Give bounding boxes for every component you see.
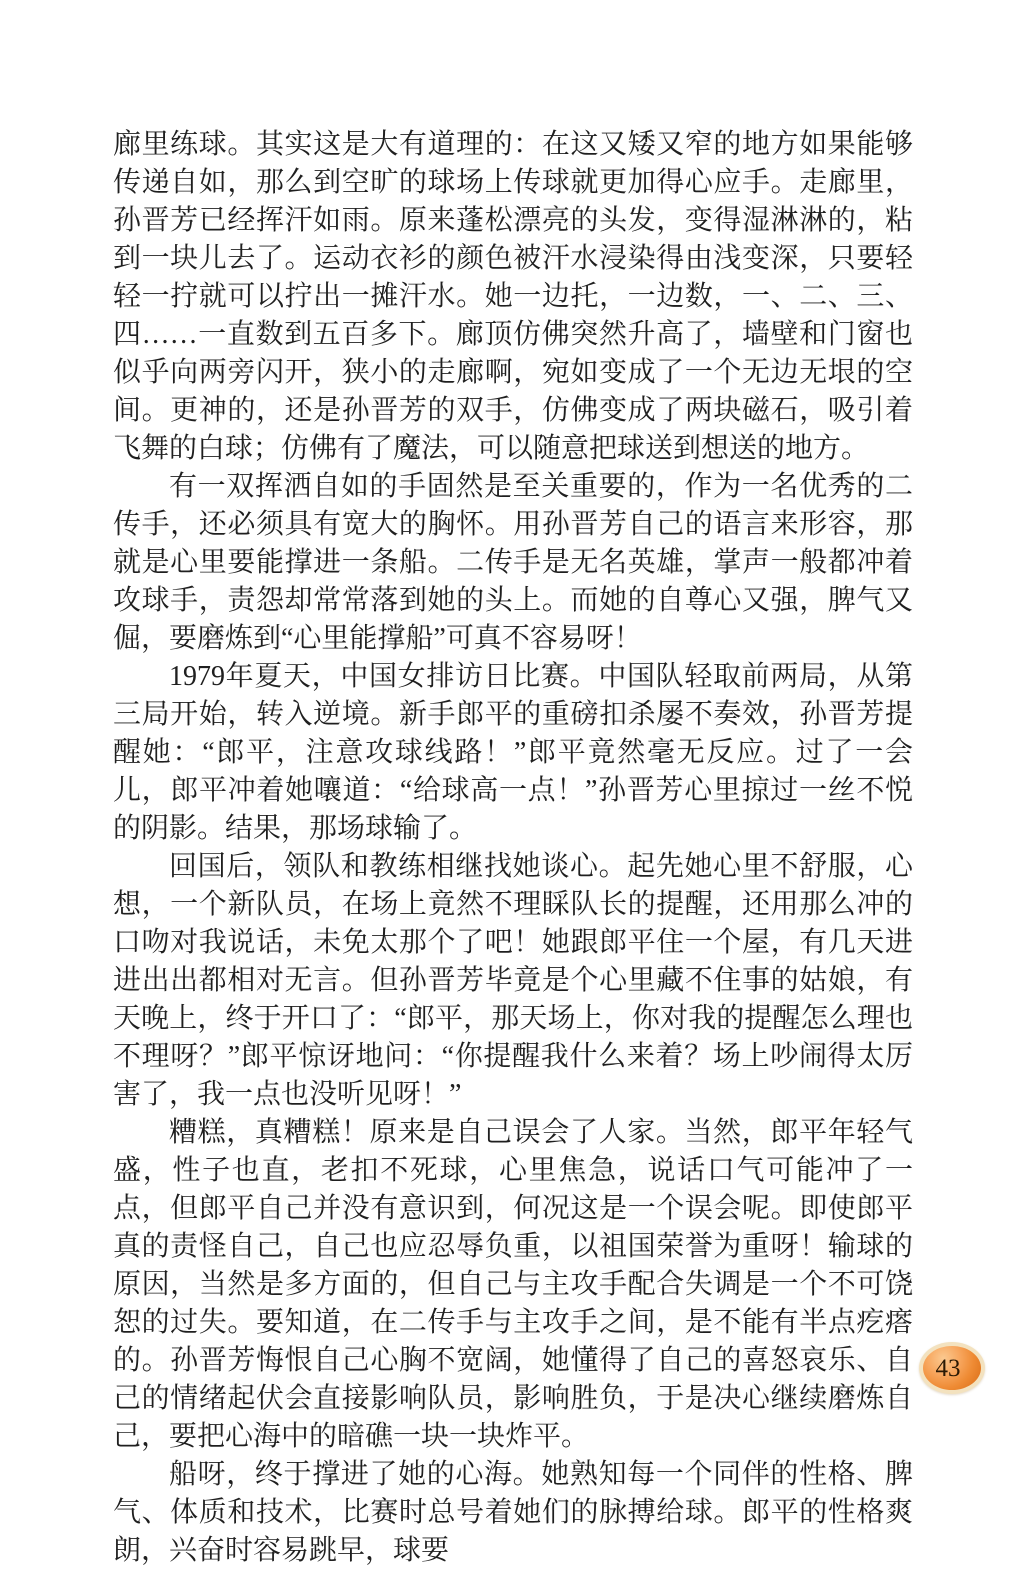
body-text [113, 126, 913, 1570]
paragraph-6: 船呀，终于撑进了她的心海。她熟知每一个同伴的性格、脾气、体质和技术，比赛时总号着她们的脉搏给球。郎平的性格爽朗，兴奋时容易跳早，球要 [113, 1459, 913, 1566]
page-number-badge-inner [923, 1346, 981, 1390]
page-number-badge [919, 1342, 985, 1394]
paragraph-5: 糟糕，真糟糕！原来是自己误会了人家。当然，郎平年轻气盛，性子也直，老扣不死球，心里焦急，说话口气可能冲了一点，但郎平自己并没有意识到，何况这是一个误会呢。即使郎平真的责怪自己，自己也应忍辱负重，以祖国荣誉为重呀！输球的原因，当然是多方面的，但自己与主攻手配合失调是一个不可饶恕的过失。要知道，在二传手与主攻手之间，是不能有半点疙瘩的。孙晋芳悔恨自己心胸不宽阔，她懂得了自己的喜怒哀乐、自己的情绪起伏会直接影响队员，影响胜负，于是决心继续磨炼自己，要把心海中的暗礁一块一块炸平。 [113, 1117, 913, 1452]
paragraph-1: 廊里练球。其实这是大有道理的：在这又矮又窄的地方如果能够传递自如，那么到空旷的球场上传球就更加得心应手。走廊里，孙晋芳已经挥汗如雨。原来蓬松漂亮的头发，变得湿淋淋的，粘到一块儿去了。运动衣衫的颜色被汗水浸染得由浅变深，只要轻轻一拧就可以拧出一摊汗水。她一边托，一边数，一、二、三、四……一直数到五百多下。廊顶仿佛突然升高了，墙壁和门窗也似乎向两旁闪开，狭小的走廊啊，宛如变成了一个无边无垠的空间。更神的，还是孙晋芳的双手，仿佛变成了两块磁石，吸引着飞舞的白球；仿佛有了魔法，可以随意把球送到想送的地方。 [113, 129, 913, 464]
page-number: 43 [935, 1354, 961, 1382]
paragraph-4: 回国后，领队和教练相继找她谈心。起先她心里不舒服，心想，一个新队员，在场上竟然不理睬队长的提醒，还用那么冲的口吻对我说话，未免太那个了吧！她跟郎平住一个屋，有几天进进出出都相对无言。但孙晋芳毕竟是个心里藏不住事的姑娘，有天晚上，终于开口了：“郎平，那天场上，你对我的提醒怎么理也不理呀？”郎平惊讶地问：“你提醒我什么来着？场上吵闹得太厉害了，我一点也没听见呀！” [113, 851, 913, 1110]
paragraph-3: 1979年夏天，中国女排访日比赛。中国队轻取前两局，从第三局开始，转入逆境。新手郎平的重磅扣杀屡不奏效，孙晋芳提醒她：“郎平，注意攻球线路！”郎平竟然毫无反应。过了一会儿，郎平冲着她嚷道：“给球高一点！”孙晋芳心里掠过一丝不悦的阴影。结果，那场球输了。 [113, 661, 913, 844]
paragraph-2: 有一双挥洒自如的手固然是至关重要的，作为一名优秀的二传手，还必须具有宽大的胸怀。用孙晋芳自己的语言来形容，那就是心里要能撑进一条船。二传手是无名英雄，掌声一般都冲着攻球手，责怨却常常落到她的头上。而她的自尊心又强，脾气又倔，要磨炼到“心里能撑船”可真不容易呀！ [113, 471, 913, 654]
